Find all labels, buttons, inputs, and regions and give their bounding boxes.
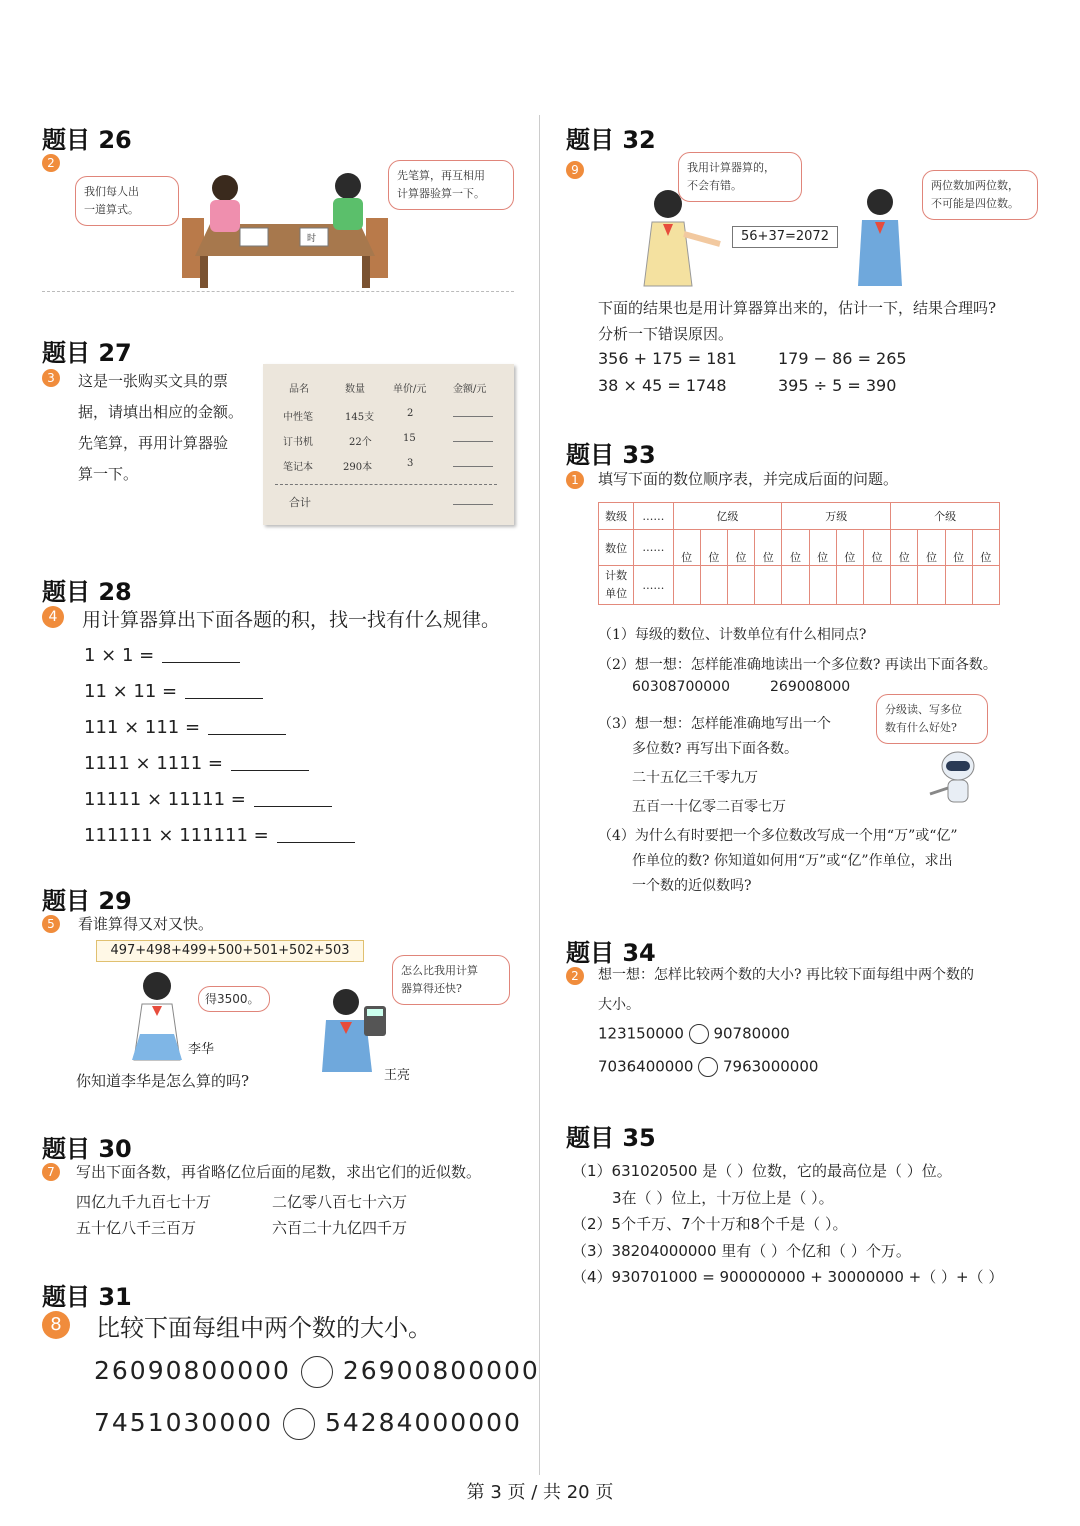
- q30-item: 五十亿八千三百万: [76, 1219, 197, 1237]
- q27-receipt: [263, 364, 514, 525]
- compare-circle[interactable]: [283, 1408, 315, 1440]
- q34-number-badge: 2: [566, 965, 584, 985]
- table-cell-digit[interactable]: 位: [673, 530, 700, 566]
- q33-question-3: （3）想一想：怎样能准确地写出一个: [598, 716, 831, 732]
- q26-title: 题目 26: [42, 126, 132, 154]
- table-cell-unit[interactable]: [755, 566, 782, 605]
- compare-circle[interactable]: [689, 1024, 709, 1044]
- table-cell-unit[interactable]: [918, 566, 945, 605]
- receipt-dashed-line: [275, 484, 497, 485]
- q29-question: 你知道李华是怎么算的吗?: [76, 1072, 250, 1090]
- receipt-item-price: 3: [407, 458, 414, 469]
- receipt-header-qty: 数量: [345, 384, 365, 395]
- q32-equation: 356 + 175 = 181: [598, 349, 737, 368]
- q32-calculation-board: 56+37=2072: [732, 226, 838, 248]
- q33-number-badge: 1: [566, 469, 584, 489]
- table-ellipsis: ……: [634, 503, 673, 530]
- boy-thinking-illustration: [850, 186, 910, 290]
- q33-robot-bubble: 分级读、写多位 数有什么好处?: [876, 694, 988, 744]
- answer-blank[interactable]: [254, 792, 332, 807]
- q34-compare-row: 7036400000 7963000000: [598, 1057, 819, 1076]
- q31-compare-row: 7451030000 54284000000: [94, 1408, 522, 1440]
- q35-line: （2）5个千万、7个十万和8个千是（ ）。: [572, 1215, 848, 1233]
- table-cell-digit[interactable]: 位: [836, 530, 863, 566]
- q33-number: 60308700000: [632, 679, 730, 695]
- q34-instruction: 想一想：怎样比较两个数的大小? 再比较下面每组中两个数的: [598, 967, 974, 983]
- q28-equations: [84, 638, 355, 854]
- q33-write-item: 二十五亿三千零九万: [632, 770, 758, 786]
- receipt-header-name: 品名: [289, 384, 309, 395]
- table-row-label: 数级: [599, 503, 634, 530]
- compare-circle[interactable]: [301, 1356, 333, 1388]
- boy-wangliang-illustration: [318, 986, 390, 1076]
- receipt-item-qty: 145支: [345, 412, 375, 423]
- table-cell-unit[interactable]: [836, 566, 863, 605]
- q35-title: 题目 35: [566, 1124, 656, 1152]
- q29-bubble-girl: 得3500。: [198, 986, 270, 1012]
- column-divider: [539, 115, 540, 1475]
- robot-icon: [926, 750, 982, 810]
- q34-instruction-cont: 大小。: [598, 997, 640, 1013]
- q32-title: 题目 32: [566, 126, 656, 154]
- q29-bubble-boy: 怎么比我用计算 器算得还快?: [392, 955, 510, 1005]
- q30-instruction: 写出下面各数，再省略亿位后面的尾数，求出它们的近似数。: [76, 1163, 482, 1181]
- q33-question-4-cont: 一个数的近似数吗?: [632, 878, 752, 894]
- table-cell-digit[interactable]: 位: [891, 530, 918, 566]
- receipt-item-name: 笔记本: [283, 462, 313, 473]
- q29-name-girl: 李华: [188, 1042, 215, 1057]
- answer-blank[interactable]: [162, 648, 240, 663]
- receipt-item-price: 15: [403, 433, 416, 444]
- table-cell-unit[interactable]: [700, 566, 727, 605]
- q33-write-item: 五百一十亿零二百零七万: [632, 799, 786, 815]
- answer-blank[interactable]: [277, 828, 355, 843]
- table-cell-digit[interactable]: 位: [727, 530, 754, 566]
- q28-equation: 1111 × 1111 =: [84, 746, 355, 782]
- q34-title: 题目 34: [566, 939, 656, 967]
- q33-question-3-cont: 多位数? 再写出下面各数。: [632, 741, 798, 757]
- girl-pointing-illustration: [636, 186, 726, 290]
- table-cell-unit[interactable]: [945, 566, 972, 605]
- q29-instruction: 看谁算得又对又快。: [78, 915, 214, 933]
- q35-line: 3在（ ）位上，十万位上是（ ）。: [612, 1189, 834, 1207]
- q27-number-badge: 3: [42, 367, 60, 387]
- answer-blank[interactable]: [231, 756, 309, 771]
- q33-title: 题目 33: [566, 441, 656, 469]
- q32-bubble-boy: 两位数加两位数， 不可能是四位数。: [922, 170, 1038, 220]
- q28-equation: 1 × 1 =: [84, 638, 355, 674]
- girl-lihua-illustration: [122, 968, 192, 1068]
- receipt-total-label: 合计: [289, 496, 311, 509]
- q29-expression: 497+498+499+500+501+502+503: [96, 940, 364, 962]
- q30-item: 六百二十九亿四千万: [272, 1219, 408, 1237]
- receipt-amount-blank: [453, 416, 493, 417]
- receipt-item-price: 2: [407, 408, 414, 419]
- receipt-amount-blank: [453, 441, 493, 442]
- table-cell-unit[interactable]: [972, 566, 999, 605]
- table-ellipsis: ……: [634, 530, 673, 566]
- q35-line: （1）631020500 是（ ）位数，它的最高位是（ ）位。: [572, 1162, 952, 1180]
- table-cell-digit[interactable]: 位: [863, 530, 890, 566]
- q26-card-text: 时: [307, 234, 317, 244]
- table-row-label: 计数 单位: [599, 566, 634, 605]
- q33-instruction: 填写下面的数位顺序表，并完成后面的问题。: [598, 470, 899, 488]
- q35-line: （3）38204000000 里有（ ）个亿和（ ）个万。: [572, 1242, 911, 1260]
- table-cell-digit[interactable]: 位: [945, 530, 972, 566]
- q30-number-badge: 7: [42, 1161, 60, 1181]
- q31-title: 题目 31: [42, 1283, 132, 1311]
- table-cell-digit[interactable]: 位: [700, 530, 727, 566]
- q30-item: 二亿零八百七十六万: [272, 1193, 408, 1211]
- receipt-item-name: 订书机: [283, 437, 313, 448]
- q28-equation: 11111 × 11111 =: [84, 782, 355, 818]
- table-cell-unit[interactable]: [809, 566, 836, 605]
- q30-title: 题目 30: [42, 1135, 132, 1163]
- table-cell-unit[interactable]: [863, 566, 890, 605]
- receipt-amount-blank: [453, 466, 493, 467]
- q32-equation: 38 × 45 = 1748: [598, 376, 727, 395]
- q27-title: 题目 27: [42, 339, 132, 367]
- receipt-header-amount: 金额/元: [453, 384, 487, 395]
- receipt-header-price: 单价/元: [393, 384, 427, 395]
- q31-compare-row: 26090800000 26900800000: [94, 1356, 540, 1388]
- q32-equation: 179 − 86 = 265: [778, 349, 907, 368]
- q28-title: 题目 28: [42, 578, 132, 606]
- table-cell-digit[interactable]: 位: [755, 530, 782, 566]
- receipt-item-qty: 22个: [349, 437, 372, 448]
- table-cell-unit[interactable]: [782, 566, 809, 605]
- table-cell-digit[interactable]: 位: [972, 530, 999, 566]
- q28-equation: 111 × 111 =: [84, 710, 355, 746]
- table-cell-digit[interactable]: 位: [809, 530, 836, 566]
- q33-question-4: （4）为什么有时要把一个多位数改写成一个用“万”或“亿”: [598, 828, 958, 844]
- q32-equation: 395 ÷ 5 = 390: [778, 376, 897, 395]
- q28-equation: 11 × 11 =: [84, 674, 355, 710]
- q32-question: 下面的结果也是用计算器算出来的，估计一下，结果合理吗? 分析一下错误原因。: [598, 299, 997, 343]
- q26-bubble-left: 我们每人出 一道算式。: [75, 176, 179, 226]
- compare-circle[interactable]: [698, 1057, 718, 1077]
- q26-bubble-right: 先笔算，再互相用 计算器验算一下。: [388, 160, 514, 210]
- table-cell-unit[interactable]: [727, 566, 754, 605]
- table-group-wan: 万级: [782, 503, 891, 530]
- table-cell-unit[interactable]: [891, 566, 918, 605]
- table-group-ge: 个级: [891, 503, 1000, 530]
- q33-question-2: （2）想一想：怎样能准确地读出一个多位数? 再读出下面各数。: [598, 657, 997, 673]
- q32-number-badge: 9: [566, 159, 584, 179]
- q26-students-at-table-illustration: [170, 168, 400, 290]
- place-value-table: [598, 502, 1000, 605]
- table-cell-digit[interactable]: 位: [782, 530, 809, 566]
- table-cell-digit[interactable]: 位: [918, 530, 945, 566]
- table-ellipsis: ……: [634, 566, 673, 605]
- q31-instruction: 比较下面每组中两个数的大小。: [96, 1314, 432, 1342]
- q33-question-4-cont: 作单位的数? 你知道如何用“万”或“亿”作单位，求出: [632, 853, 953, 869]
- table-row-label: 数位: [599, 530, 634, 566]
- q35-line: （4）930701000 = 900000000 + 30000000 +（ ）+（ ）: [572, 1268, 1004, 1286]
- q32-bubble-girl: 我用计算器算的， 不会有错。: [678, 152, 802, 202]
- receipt-total-blank: [453, 504, 493, 505]
- q30-item: 四亿九千九百七十万: [76, 1193, 212, 1211]
- q34-compare-row: 123150000 90780000: [598, 1024, 790, 1043]
- q28-instruction: 用计算器算出下面各题的积，找一找有什么规律。: [82, 609, 501, 631]
- receipt-item-name: 中性笔: [283, 412, 313, 423]
- q27-text: 这是一张购买文具的票 据，请填出相应的金额。 先笔算，再用计算器验 算一下。: [78, 372, 244, 483]
- q26-number-badge: 2: [42, 152, 60, 172]
- q29-number-badge: 5: [42, 913, 60, 933]
- answer-blank[interactable]: [208, 720, 286, 735]
- q28-equation: 111111 × 111111 =: [84, 818, 355, 854]
- q33-number: 269008000: [770, 679, 851, 695]
- receipt-item-qty: 290本: [343, 462, 373, 473]
- table-group-yi: 亿级: [673, 503, 782, 530]
- q29-title: 题目 29: [42, 887, 132, 915]
- page-footer: 第 3 页 / 共 20 页: [466, 1482, 614, 1503]
- q31-number-badge: 8: [42, 1311, 70, 1339]
- q29-name-boy: 王亮: [384, 1068, 411, 1083]
- q33-question-1: （1）每级的数位、计数单位有什么相同点?: [598, 627, 867, 643]
- q28-number-badge: 4: [42, 606, 64, 628]
- table-cell-unit[interactable]: [673, 566, 700, 605]
- q26-dashed-separator: [42, 291, 514, 292]
- answer-blank[interactable]: [185, 684, 263, 699]
